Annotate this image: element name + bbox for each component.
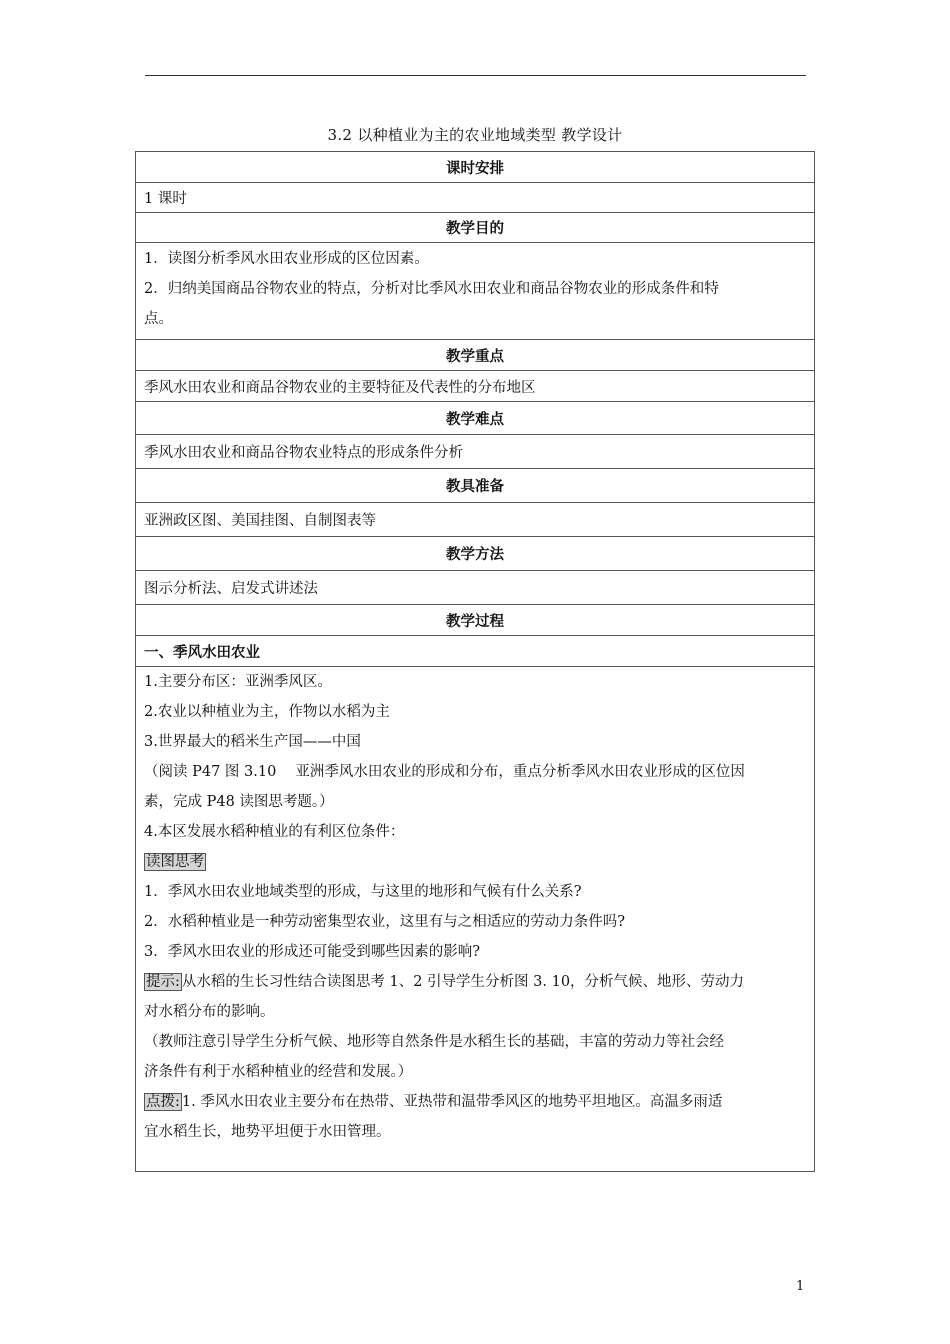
lesson-plan-table [135, 151, 815, 1172]
hint-label: 提示: [146, 974, 180, 990]
process-body [136, 667, 815, 1172]
goals-heading: 教学目的 [136, 213, 815, 243]
method-value: 图示分析法、启发式讲述法 [136, 571, 815, 605]
goals-body [136, 243, 815, 340]
note-text: （教师注意引导学生分析气候、地形等自然条件是水稻生长的基础，丰富的劳动力等社会经 [144, 1034, 724, 1050]
schedule-heading: 课时安排 [136, 152, 815, 183]
process-heading: 教学过程 [136, 605, 815, 636]
hint-text: 对水稻分布的影响。 [144, 1004, 275, 1020]
difficulties-value: 季风水田农业和商品谷物农业特点的形成条件分析 [136, 435, 815, 469]
document-title: 3.2 以种植业为主的农业地域类型 教学设计 [327, 126, 623, 144]
process-line: 4.本区发展水稻种植业的有利区位条件： [144, 824, 405, 840]
method-heading: 教学方法 [136, 537, 815, 571]
question-line: 3．季风水田农业的形成还可能受到哪些因素的影响? [144, 944, 480, 960]
goal-line: 2．归纳美国商品谷物农业的特点，分析对比季风水田农业和商品谷物农业的形成条件和特 [144, 281, 719, 297]
point-text: 宜水稻生长，地势平坦便于水田管理。 [144, 1124, 391, 1140]
point-text: 1. 季风水田农业主要分布在热带、亚热带和温带季风区的地势平坦地区。高温多雨适 [181, 1094, 723, 1110]
page-number: 1 [796, 1279, 805, 1294]
think-label: 读图思考 [146, 854, 204, 870]
process-line: 素，完成 P48 读图思考题。） [144, 794, 334, 810]
process-line: 1.主要分布区：亚洲季风区。 [144, 674, 332, 690]
section-heading: 一、季风水田农业 [136, 636, 815, 667]
hint-text: 从水稻的生长习性结合读图思考 1、2 引导学生分析图 3. 10，分析气候、地形、劳动力 [181, 974, 745, 990]
process-line: （阅读 P47 图 3.10 亚洲季风水田农业的形成和分布，重点分析季风水田农业形成的区位因 [144, 764, 745, 780]
schedule-value: 1 课时 [136, 183, 815, 213]
question-line: 2．水稻种植业是一种劳动密集型农业，这里有与之相适应的劳动力条件吗? [144, 914, 625, 930]
process-line: 3.世界最大的稻米生产国——中国 [144, 734, 361, 750]
process-line: 2.农业以种植业为主，作物以水稻为主 [144, 704, 390, 720]
goal-line: 点。 [144, 311, 173, 327]
point-label: 点拨: [146, 1094, 180, 1110]
key-points-value: 季风水田农业和商品谷物农业的主要特征及代表性的分布地区 [136, 371, 815, 402]
goal-line: 1．读图分析季风水田农业形成的区位因素。 [144, 251, 429, 267]
header-rule [145, 75, 806, 76]
difficulties-heading: 教学难点 [136, 402, 815, 435]
question-line: 1．季风水田农业地域类型的形成，与这里的地形和气候有什么关系? [144, 884, 582, 900]
key-points-heading: 教学重点 [136, 340, 815, 371]
note-text: 济条件有利于水稻种植业的经营和发展。） [144, 1064, 413, 1080]
tools-value: 亚洲政区图、美国挂图、自制图表等 [136, 503, 815, 537]
tools-heading: 教具准备 [136, 469, 815, 503]
